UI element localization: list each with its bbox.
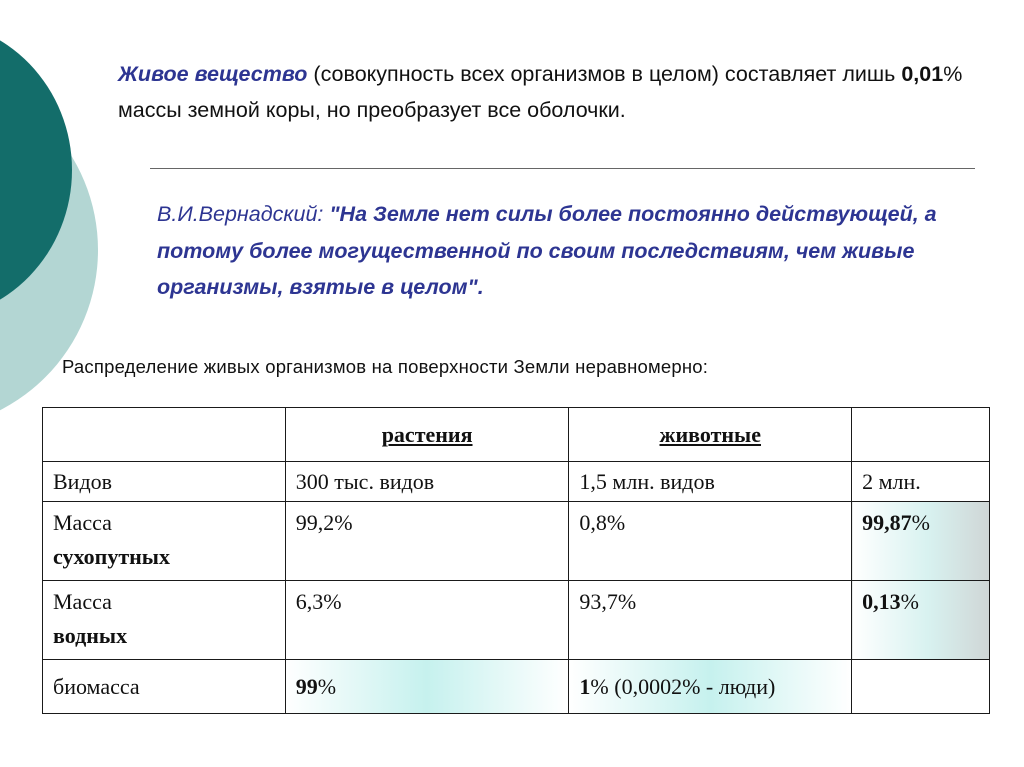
biomass-total-cell [852,660,990,714]
biomass-plants-unit: % [317,673,337,699]
divider-line [150,168,975,169]
header-cell-animals [569,408,852,462]
header-cell-empty [43,408,286,462]
header-cell-total [852,408,990,462]
table-header-row [43,408,990,462]
water-total-value: 0,13 [862,589,901,614]
species-label: Видов [43,462,286,502]
quote-text: "На Земле нет силы более постоянно действующей, а потому более могущественной по своим последствиям, чем живые организмы, взятые в целом". [157,202,937,299]
table-row-biomass [43,660,990,714]
water-label-line1: Масса [53,589,112,614]
biomass-animals-note: % (0,0002% - люди) [590,673,776,699]
header-plants-label: растения [381,421,473,447]
species-total: 2 млн. [852,462,990,502]
distribution-table [42,407,990,714]
water-total-cell [852,581,990,660]
biomass-label: биомасса [43,660,286,714]
intro-term: Живое вещество [118,62,308,86]
quote-author: В.И.Вернадский: [157,202,330,226]
land-label-cell [43,502,286,581]
water-total-unit: % [900,589,919,614]
biomass-animals-value: 1 [579,673,591,699]
distribution-heading: Распределение живых организмов на поверхности Земли неравномерно: [62,356,709,377]
water-label-line2: водных [53,623,128,648]
land-animals: 0,8% [569,502,852,581]
vernadsky-quote [157,196,977,306]
water-label-cell [43,581,286,660]
intro-text-2: % массы земной коры, но преобразует все оболочки. [118,62,963,122]
header-cell-plants [285,408,569,462]
species-plants: 300 тыс. видов [285,462,569,502]
table-row-species [43,462,990,502]
table-row-water-mass [43,581,990,660]
intro-paragraph [118,56,978,128]
table-row-land-mass [43,502,990,581]
land-label-line1: Масса [53,510,112,535]
land-total-unit: % [911,510,930,535]
biomass-animals-cell [569,660,852,714]
intro-percent: 0,01 [901,62,944,86]
land-plants: 99,2% [285,502,569,581]
land-total-value: 99,87 [862,510,912,535]
land-total-cell [852,502,990,581]
biomass-plants-cell [285,660,569,714]
header-animals-label: животные [659,421,761,447]
water-animals: 93,7% [569,581,852,660]
land-label-line2: сухопутных [53,544,170,569]
intro-text-1: (совокупность всех организмов в целом) составляет лишь [307,62,902,86]
biomass-plants-value: 99 [295,673,318,699]
species-animals: 1,5 млн. видов [569,462,852,502]
water-plants: 6,3% [285,581,569,660]
